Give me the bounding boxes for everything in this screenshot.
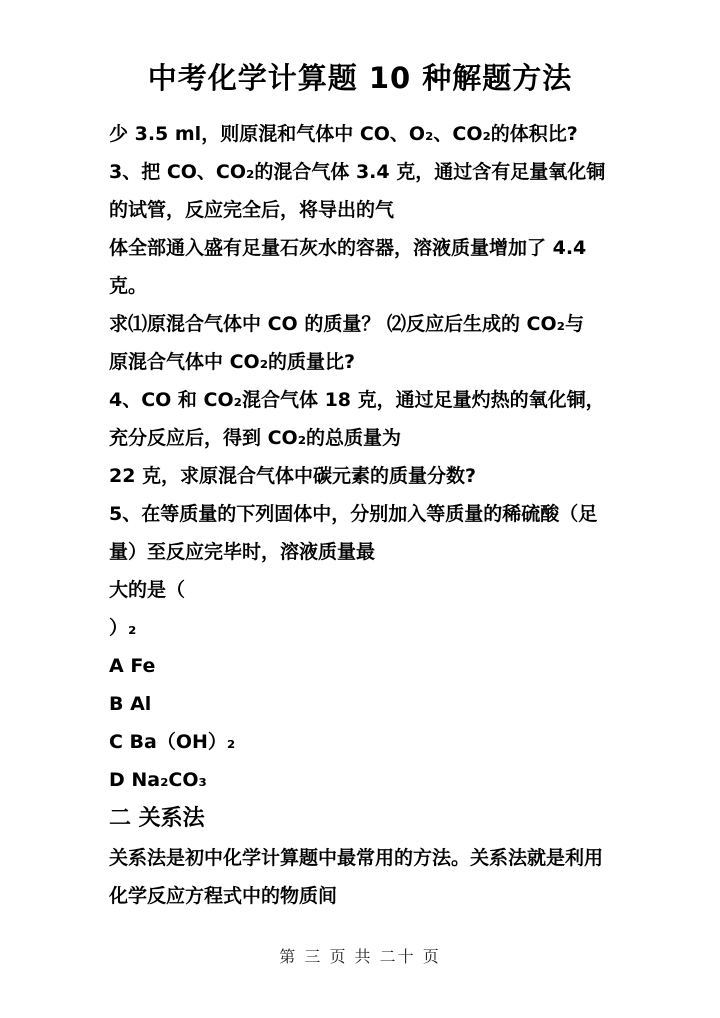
- text-line: 3、把 CO、CO₂的混合气体 3.4 克，通过含有足量氧化铜: [109, 161, 606, 183]
- document-body: [109, 115, 629, 915]
- text-line: 化学反应方程式中的物质间: [109, 885, 338, 907]
- text-line: 的试管，反应完全后，将导出的气: [109, 199, 395, 221]
- text-line: 22 克，求原混合气体中碳元素的质量分数?: [109, 465, 477, 487]
- text-line: 体全部通入盛有足量石灰水的容器，溶液质量增加了 4.4: [109, 237, 587, 259]
- text-line: 关系法是初中化学计算题中最常用的方法。关系法就是利用: [109, 847, 604, 869]
- option-a: A Fe: [109, 655, 156, 677]
- page-title: 中考化学计算题 10 种解题方法: [147, 61, 573, 95]
- text-line: 4、CO 和 CO₂混合气体 18 克，通过足量灼热的氧化铜，: [109, 389, 605, 411]
- text-line: 求⑴原混合气体中 CO 的质量？ ⑵反应后生成的 CO₂与: [109, 313, 584, 335]
- option-c: C Ba（OH）₂: [109, 731, 236, 753]
- text-line: ）₂: [109, 617, 137, 639]
- text-line: 大的是（: [109, 579, 186, 601]
- text-line: 量）至反应完毕时，溶液质量最: [109, 541, 376, 563]
- text-line: 5、在等质量的下列固体中，分别加入等质量的稀硫酸（足: [109, 503, 598, 525]
- text-line: 少 3.5 ml，则原混和气体中 CO、O₂、CO₂的体积比?: [109, 123, 578, 145]
- text-line: 充分反应后，得到 CO₂的总质量为: [109, 427, 402, 449]
- section-heading: 二 关系法: [109, 806, 205, 831]
- option-d: D Na₂CO₃: [109, 769, 207, 791]
- text-line: 克。: [109, 275, 148, 297]
- text-line: 原混合气体中 CO₂的质量比?: [109, 351, 356, 373]
- option-b: B Al: [109, 693, 152, 715]
- page-footer: 第 三 页 共 二十 页: [279, 947, 441, 966]
